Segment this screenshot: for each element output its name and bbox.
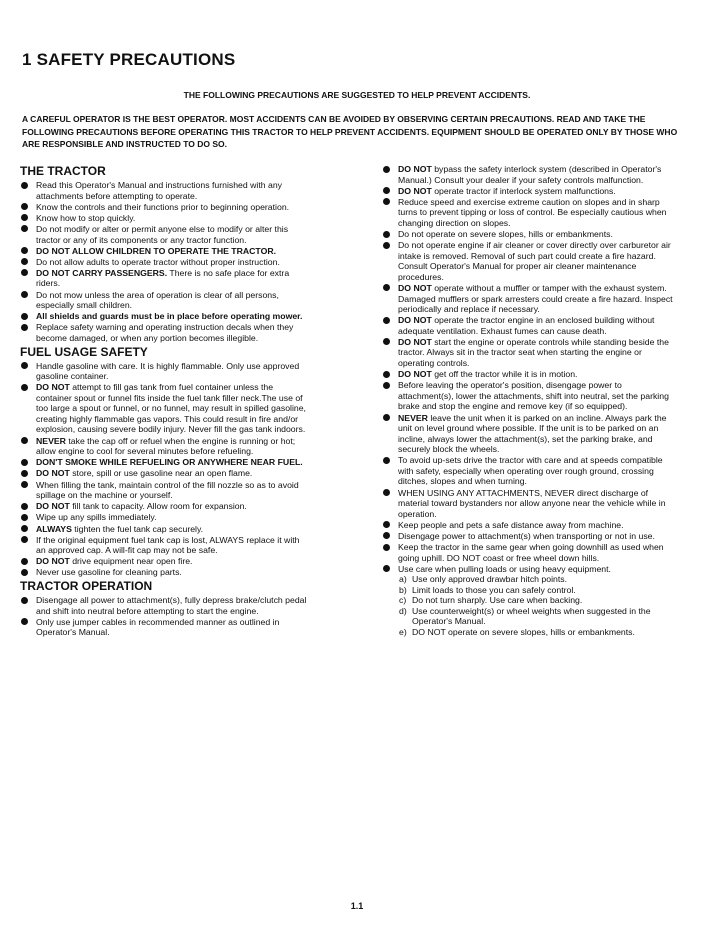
list-item	[20, 468, 310, 479]
sub-list-text: Limit loads to those you can safely control.	[412, 584, 576, 595]
list-item	[20, 480, 310, 501]
list-item-text: Do not operate on severe slopes, hills or embankments.	[398, 229, 613, 240]
list-item-text: WHEN USING ANY ATTACHMENTS, NEVER direct discharge of material toward bystanders nor allow anyone near the vehicle while in operation.	[398, 487, 666, 519]
bullet-icon	[383, 317, 390, 324]
list-item-text: Know the controls and their functions prior to beginning operation.	[36, 201, 290, 212]
bullet-icon	[21, 203, 28, 210]
list-item	[382, 542, 675, 563]
list-item-text: Read this Operator's Manual and instructions furnished with any attachments before attempting to operate.	[36, 180, 283, 201]
list-item-text: Do not operate engine if air cleaner or cover directly over carburetor air intake is removed. Removal of such part could create a fire hazard. Consult Operator's Manual for proper air cleaner maintenance procedures.	[398, 240, 671, 282]
sub-list-item	[398, 585, 675, 596]
bullet-icon	[21, 362, 28, 369]
section-heading-fuel: FUEL USAGE SAFETY	[20, 344, 148, 359]
list-item-text: If the original equipment fuel tank cap is lost, ALWAYS replace it with an approved cap. A will-fit cap may not be safe.	[36, 534, 300, 556]
list-operation	[20, 595, 310, 638]
list-item	[382, 186, 675, 197]
list-item	[382, 240, 675, 282]
bullet-icon	[21, 481, 28, 488]
sub-list-letter: a)	[399, 574, 407, 585]
bullet-icon	[383, 338, 390, 345]
bullet-icon	[21, 597, 28, 604]
list-item-lead: DO NOT	[398, 282, 432, 293]
list-item-text: Never use gasoline for cleaning parts.	[36, 567, 182, 578]
list-item-text: When filling the tank, maintain control of the fill nozzle so as to avoid spillage on the machine or yourself.	[36, 479, 299, 501]
list-item	[20, 382, 310, 435]
list-item	[20, 213, 310, 224]
list-item-text: Before leaving the operator's position, disengage power to attachment(s), lower the attachments, shift into neutral, set the parking brake and stop the engine and remove key (if so equipped).	[398, 380, 669, 412]
bullet-icon	[21, 258, 28, 265]
list-item-text: There is no safe place for extra riders.	[36, 267, 290, 289]
list-item-text: get off the tractor while it is in motion.	[431, 369, 578, 380]
sub-list-letter: e)	[399, 627, 407, 638]
bullet-icon	[383, 284, 390, 291]
bullet-icon	[383, 489, 390, 496]
sub-list-item	[398, 595, 675, 606]
bullet-icon	[383, 532, 390, 539]
list-item-text: take the cap off or refuel when the engine is running or hot; allow engine to cool for several minutes before refueling.	[36, 435, 296, 457]
list-item	[382, 369, 675, 380]
left-column	[20, 164, 310, 638]
list-item	[20, 501, 310, 512]
list-item-lead: DO NOT CARRY PASSENGERS.	[36, 267, 168, 278]
list-item	[382, 520, 675, 531]
sub-list-item	[398, 606, 675, 627]
list-item-text: operate tractor if interlock system malfunctions.	[431, 185, 616, 196]
sub-list-text: Use counterweight(s) or wheel weights when suggested in the Operator's Manual.	[412, 605, 651, 627]
list-item-text: Keep the tractor in the same gear when going downhill as used when going uphill. DO NOT coast or free wheel down hills.	[398, 542, 664, 563]
list-item	[382, 531, 675, 542]
list-item-lead: DO NOT	[398, 369, 432, 380]
sub-list-text: Use only approved drawbar hitch points.	[412, 574, 568, 585]
list-fuel	[20, 361, 310, 578]
section-heading-operation: TRACTOR OPERATION	[20, 579, 153, 594]
bullet-icon	[21, 291, 28, 298]
list-item-lead: ALWAYS	[36, 523, 72, 534]
list-item-lead: DO NOT	[36, 556, 70, 567]
bullet-icon	[383, 457, 390, 464]
bullet-icon	[21, 536, 28, 543]
bullet-icon	[21, 225, 28, 232]
sub-list	[398, 574, 675, 637]
bullet-icon	[383, 565, 390, 572]
bullet-icon	[21, 569, 28, 576]
list-item-lead: DO NOT ALLOW CHILDREN TO OPERATE THE TRACTOR.	[36, 245, 277, 256]
right-column	[382, 164, 675, 638]
list-item-text: Replace safety warning and operating instruction decals when they become damaged, or when any portion becomes illegible.	[36, 322, 294, 343]
list-item	[382, 564, 675, 638]
list-item	[382, 455, 675, 487]
list-item-text: Disengage power to attachment(s) when transporting or not in use.	[398, 530, 655, 541]
bullet-icon	[383, 242, 390, 249]
bullet-icon	[21, 459, 28, 466]
list-item	[20, 257, 310, 268]
list-item-text: Do not modify or alter or permit anyone else to modify or alter this tractor or any of its components or any tractor function.	[36, 223, 289, 245]
list-item	[20, 290, 310, 311]
list-item	[20, 246, 310, 257]
list-item	[20, 457, 310, 468]
sub-list-text: DO NOT operate on severe slopes, hills or embankments.	[412, 627, 635, 638]
list-item	[382, 283, 675, 315]
list-item-text: leave the unit when it is parked on an incline. Always park the unit on level ground where possible. If the unit is to be parked on an incline, always lower the attachment(s), set the parking brake, and securely block the wheels.	[398, 412, 667, 455]
list-tractor	[20, 180, 310, 344]
list-item	[382, 229, 675, 240]
list-item	[382, 337, 675, 369]
list-item-text: Wipe up any spills immediately.	[36, 512, 157, 523]
list-item-text: Use care when pulling loads or using heavy equipment.	[398, 563, 611, 574]
bullet-icon	[383, 414, 390, 421]
list-item-text: start the engine or operate controls while standing beside the tractor. Always sit in the tractor seat when starting the engine or operating controls.	[398, 336, 669, 368]
bullet-icon	[21, 214, 28, 221]
bullet-icon	[21, 182, 28, 189]
list-item	[20, 595, 310, 616]
sub-list-text: Do not turn sharply. Use care when backing.	[412, 595, 583, 606]
bullet-icon	[383, 231, 390, 238]
list-item	[20, 556, 310, 567]
bullet-icon	[21, 514, 28, 521]
list-item	[382, 164, 675, 185]
intro-paragraph: A CAREFUL OPERATOR IS THE BEST OPERATOR. MOST ACCIDENTS CAN BE AVOIDED BY OBSERVING CERTAIN PRECAUTIONS. READ AND TAKE THE FOLLOWING PRECAUTIONS BEFORE OPERATING THIS TRACTOR TO HELP PREVENT ACCIDENTS. EQUIPMENT SHOULD BE OPERATED ONLY BY THOSE WHO ARE RESPONSIBLE AND INSTRUCTED TO DO SO.	[22, 114, 678, 150]
list-item	[382, 380, 675, 412]
list-item	[20, 524, 310, 535]
sub-list-item	[398, 627, 675, 638]
list-item-lead: DO NOT	[36, 468, 70, 479]
bullet-icon	[21, 558, 28, 565]
page-subtitle: THE FOLLOWING PRECAUTIONS ARE SUGGESTED TO HELP PREVENT ACCIDENTS.	[183, 90, 531, 100]
list-item-lead: NEVER	[398, 412, 428, 423]
list-item-text: fill tank to capacity. Allow room for expansion.	[69, 501, 247, 512]
list-item	[382, 488, 675, 520]
bullet-icon	[21, 384, 28, 391]
list-item	[20, 361, 310, 382]
list-item-text: operate without a muffler or tamper with the exhaust system. Damaged mufflers or spark arresters could create a fire hazard. Inspect periodically and replace if necessary.	[398, 282, 673, 315]
list-item	[20, 512, 310, 523]
page-number: 1.1	[350, 901, 364, 911]
list-item	[382, 197, 675, 229]
list-item	[20, 617, 310, 638]
page-title: 1 SAFETY PRECAUTIONS	[22, 50, 236, 69]
section-heading-tractor: THE TRACTOR	[20, 164, 106, 178]
sub-list-item	[398, 574, 675, 585]
list-item	[20, 268, 310, 289]
bullet-icon	[383, 187, 390, 194]
list-item-lead: DON'T SMOKE WHILE REFUELING OR ANYWHERE NEAR FUEL.	[36, 457, 303, 468]
bullet-icon	[21, 618, 28, 625]
sub-list-letter: c)	[399, 595, 407, 606]
list-item-text: Disengage all power to attachment(s), fully depress brake/clutch pedal and shift into neutral before attempting to start the engine.	[36, 595, 307, 616]
list-item-text: Do not mow unless the area of operation is clear of all persons, especially small children.	[36, 289, 279, 311]
list-item-lead: DO NOT	[36, 382, 70, 393]
list-item-text: bypass the safety interlock system (described in Operator's Manual.) Consult your dealer if your safety controls malfunction.	[398, 164, 662, 185]
list-item-text: Do not allow adults to operate tractor without proper instruction.	[36, 256, 280, 267]
list-item-text: store, spill or use gasoline near an open flame.	[69, 468, 253, 479]
list-item-text: Only use jumper cables in recommended manner as outlined in Operator's Manual.	[36, 616, 280, 638]
bullet-icon	[21, 470, 28, 477]
bullet-icon	[383, 544, 390, 551]
bullet-icon	[383, 166, 390, 173]
list-item-text: Know how to stop quickly.	[36, 212, 136, 223]
bullet-icon	[383, 521, 390, 528]
bullet-icon	[21, 503, 28, 510]
list-item-text: attempt to fill gas tank from fuel container unless the container spout or funnel fits inside the fuel tank filler neck.The use of too large a spout or funnel, or no funnel, may result in spilled gasoline, creating highly flammable gas vapors. This could result in fire and/or explosion, causing severe bodily injury. Never fill the gas tank indoors.	[36, 382, 306, 435]
list-item	[20, 202, 310, 213]
list-item-text: tighten the fuel tank cap securely.	[71, 523, 204, 534]
list-item-lead: DO NOT	[398, 315, 432, 326]
bullet-icon	[21, 525, 28, 532]
bullet-icon	[383, 382, 390, 389]
list-item-lead: DO NOT	[398, 164, 432, 174]
list-item-text: To avoid up-sets drive the tractor with care and at speeds compatible with safety, especially when operating over rough ground, crossing ditches, slopes and when turning.	[398, 455, 663, 487]
list-item-text: Handle gasoline with care. It is highly flammable. Only use approved gasoline container.	[36, 360, 300, 382]
list-item-text: drive equipment near open fire.	[69, 556, 193, 567]
list-item	[20, 322, 310, 343]
bullet-icon	[21, 247, 28, 254]
list-item-lead: All shields and guards must be in place before operating mower.	[36, 311, 303, 322]
list-item-text: Reduce speed and exercise extreme caution on slopes and in sharp turns to prevent tipping or loss of control. Be especially cautious when changing direction on slopes.	[398, 196, 667, 228]
sub-list-letter: d)	[399, 605, 407, 616]
bullet-icon	[383, 198, 390, 205]
list-item	[20, 535, 310, 556]
bullet-icon	[21, 437, 28, 444]
list-item-lead: DO NOT	[398, 336, 432, 347]
list-item-lead: DO NOT	[398, 185, 432, 196]
list-item-text: Keep people and pets a safe distance away from machine.	[398, 519, 624, 530]
sub-list-letter: b)	[399, 584, 407, 595]
list-item	[20, 311, 310, 322]
bullet-icon	[383, 371, 390, 378]
list-item	[20, 224, 310, 245]
bullet-icon	[21, 313, 28, 320]
list-item	[20, 180, 310, 201]
bullet-icon	[21, 324, 28, 331]
list-item	[20, 436, 310, 457]
list-item	[20, 567, 310, 578]
list-right	[382, 164, 675, 638]
list-item	[382, 315, 675, 336]
list-item-lead: NEVER	[36, 435, 66, 446]
list-item-text: operate the tractor engine in an enclosed building without adequate ventilation. Exhaust fumes can cause death.	[398, 315, 655, 336]
list-item-lead: DO NOT	[36, 501, 70, 512]
bullet-icon	[21, 269, 28, 276]
list-item	[382, 413, 675, 455]
